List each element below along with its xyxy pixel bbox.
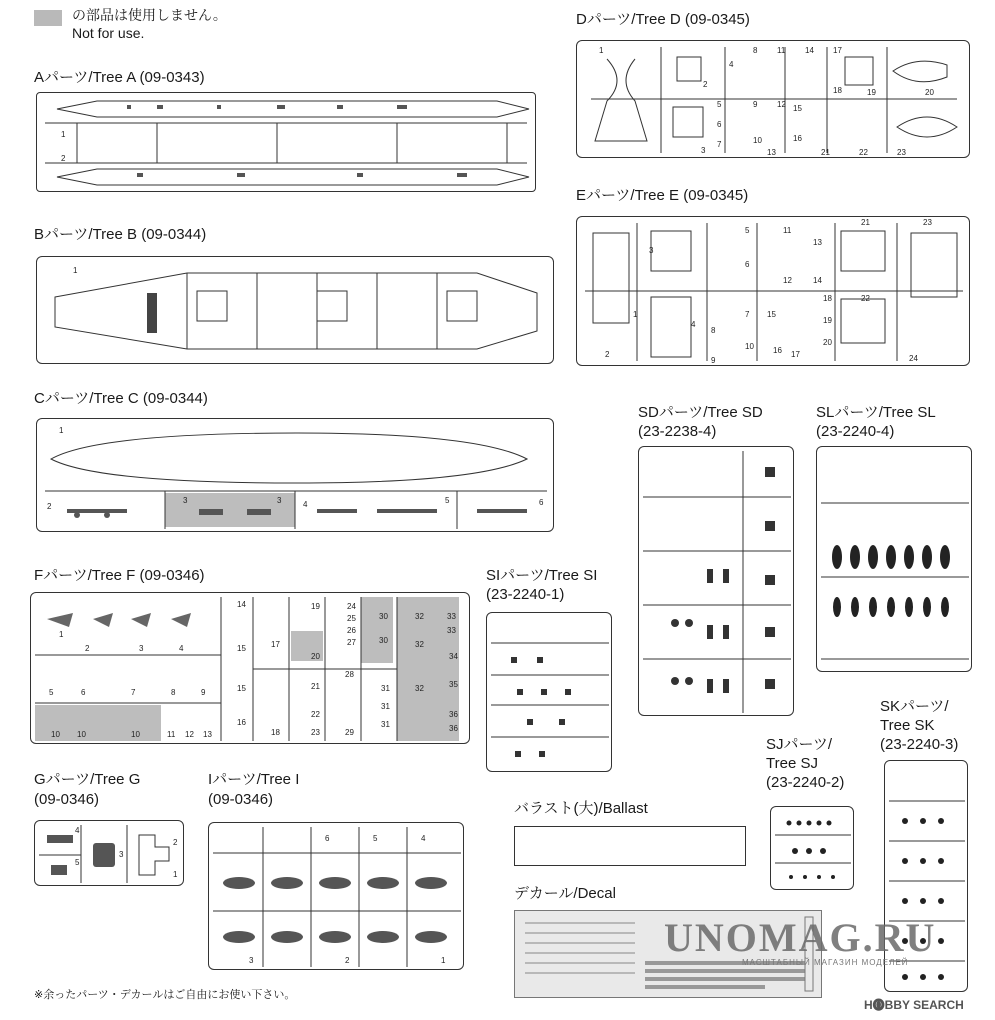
tree-d-part-22: 22 (859, 148, 868, 157)
tree-b-title: Bパーツ/Tree B (09-0344) (34, 226, 207, 243)
tree-g-title-2: (09-0346) (34, 791, 100, 808)
tree-f-part-10c: 10 (131, 730, 140, 739)
tree-i-title-1: Iパーツ/Tree I (208, 771, 300, 788)
tree-d-part-19: 19 (867, 88, 876, 97)
tree-f-part-18: 18 (271, 728, 280, 737)
tree-f-part-19: 19 (311, 602, 320, 611)
tree-c-part-3b: 3 (277, 496, 282, 505)
tree-c-title: Cパーツ/Tree C (09-0344) (34, 390, 208, 407)
legend-en: Not for use. (72, 25, 145, 41)
tree-e-part-7: 7 (745, 310, 750, 319)
tree-f-title: Fパーツ/Tree F (09-0346) (34, 567, 205, 584)
tree-c-part-5: 5 (445, 496, 450, 505)
tree-i-parts (209, 823, 465, 971)
tree-e-title: Eパーツ/Tree E (09-0345) (576, 187, 749, 204)
tree-f-part-8: 8 (171, 688, 176, 697)
tree-e-part-15: 15 (767, 310, 776, 319)
tree-sj-title-2: Tree SJ (766, 755, 818, 772)
tree-d-parts (577, 41, 971, 159)
ballast-box (514, 826, 746, 866)
tree-f-part-30b: 30 (379, 636, 388, 645)
tree-g-parts (35, 821, 185, 887)
tree-d-part-5: 5 (717, 100, 722, 109)
tree-f-part-33b: 33 (447, 626, 456, 635)
tree-f-part-32a: 32 (415, 612, 424, 621)
not-for-use-swatch (34, 10, 62, 26)
tree-c-part-6: 6 (539, 498, 544, 507)
watermark-main: UNOMAG.RU (664, 915, 937, 960)
tree-f-part-33a: 33 (447, 612, 456, 621)
tree-d-part-20: 20 (925, 88, 934, 97)
tree-f-part-30a: 30 (379, 612, 388, 621)
tree-f-part-31c: 31 (381, 720, 390, 729)
tree-f-part-20: 20 (311, 652, 320, 661)
tree-g-title-1: Gパーツ/Tree G (34, 771, 141, 788)
tree-g-part-3: 3 (119, 850, 124, 859)
tree-sl-parts (817, 447, 973, 673)
tree-d-part-17: 17 (833, 46, 842, 55)
tree-e-part-22: 22 (861, 294, 870, 303)
tree-f-part-15a: 15 (237, 644, 246, 653)
tree-e-part-6: 6 (745, 260, 750, 269)
tree-f-part-25: 25 (347, 614, 356, 623)
tree-e-part-2: 2 (605, 350, 610, 359)
tree-sj-frame (770, 806, 854, 890)
tree-c-part-2: 2 (47, 502, 52, 511)
tree-d-part-13: 13 (767, 148, 776, 157)
tree-e-part-17: 17 (791, 350, 800, 359)
tree-f-part-28: 28 (345, 670, 354, 679)
tree-sl-frame (816, 446, 972, 672)
tree-b-parts (37, 257, 555, 365)
tree-f-part-22: 22 (311, 710, 320, 719)
tree-e-part-5: 5 (745, 226, 750, 235)
tree-a-part-1: 1 (61, 130, 66, 139)
tree-d-frame (576, 40, 970, 158)
tree-e-part-23: 23 (923, 218, 932, 227)
tree-f-part-27: 27 (347, 638, 356, 647)
tree-f-part-2: 2 (85, 644, 90, 653)
tree-d-part-21: 21 (821, 148, 830, 157)
tree-sk-title-2: Tree SK (880, 717, 935, 734)
tree-d-part-8: 8 (753, 46, 758, 55)
tree-f-part-29: 29 (345, 728, 354, 737)
tree-e-part-9: 9 (711, 356, 716, 365)
tree-f-part-26: 26 (347, 626, 356, 635)
tree-d-part-16: 16 (793, 134, 802, 143)
decal-title: デカール/Decal (514, 885, 616, 902)
tree-f-part-6: 6 (81, 688, 86, 697)
footnote: ※余ったパーツ・デカールはご自由にお使い下さい。 (34, 989, 296, 1001)
tree-f-part-4: 4 (179, 644, 184, 653)
tree-si-title-1: SIパーツ/Tree SI (486, 567, 598, 584)
tree-d-part-10: 10 (753, 136, 762, 145)
tree-sd-title-2: (23-2238-4) (638, 423, 717, 440)
tree-e-part-14: 14 (813, 276, 822, 285)
tree-f-part-16: 16 (237, 718, 246, 727)
tree-e-part-16: 16 (773, 346, 782, 355)
tree-d-part-14: 14 (805, 46, 814, 55)
tree-i-part-6: 6 (325, 834, 330, 843)
tree-g-part-5: 5 (75, 858, 80, 867)
tree-i-part-3: 3 (249, 956, 254, 965)
tree-f-part-36b: 36 (449, 724, 458, 733)
tree-g-part-2: 2 (173, 838, 178, 847)
tree-e-part-13: 13 (813, 238, 822, 247)
tree-e-part-21: 21 (861, 218, 870, 227)
tree-sl-title-1: SLパーツ/Tree SL (816, 404, 936, 421)
tree-f-part-34: 34 (449, 652, 458, 661)
tree-f-part-31b: 31 (381, 702, 390, 711)
tree-c-part-3a: 3 (183, 496, 188, 505)
tree-g-frame (34, 820, 184, 886)
tree-e-part-12: 12 (783, 276, 792, 285)
tree-d-part-9: 9 (753, 100, 758, 109)
tree-f-part-21: 21 (311, 682, 320, 691)
tree-i-part-2: 2 (345, 956, 350, 965)
tree-f-part-12: 12 (185, 730, 194, 739)
tree-b-part-1: 1 (73, 266, 78, 275)
tree-d-part-1: 1 (599, 46, 604, 55)
tree-f-parts (31, 593, 471, 745)
tree-g-part-4: 4 (75, 826, 80, 835)
tree-e-part-24: 24 (909, 354, 918, 363)
tree-c-frame (36, 418, 554, 532)
tree-f-part-10a: 10 (51, 730, 60, 739)
tree-i-part-1: 1 (441, 956, 446, 965)
tree-e-part-19: 19 (823, 316, 832, 325)
tree-d-part-11: 11 (777, 46, 786, 55)
tree-d-part-18: 18 (833, 86, 842, 95)
tree-sd-parts (639, 447, 795, 717)
tree-f-part-24: 24 (347, 602, 356, 611)
tree-i-title-2: (09-0346) (208, 791, 274, 808)
tree-e-part-8: 8 (711, 326, 716, 335)
tree-sd-frame (638, 446, 794, 716)
tree-f-part-13: 13 (203, 730, 212, 739)
tree-d-part-12: 12 (777, 100, 786, 109)
watermark-sub: МАСШТАБНЫЙ МАГАЗИН МОДЕЛЕЙ (742, 958, 909, 967)
tree-a-frame (36, 92, 536, 192)
tree-d-part-3: 3 (701, 146, 706, 155)
tree-c-parts (37, 419, 555, 533)
tree-g-part-1: 1 (173, 870, 178, 879)
tree-e-frame (576, 216, 970, 366)
tree-f-part-7: 7 (131, 688, 136, 697)
tree-f-part-32b: 32 (415, 640, 424, 649)
tree-f-part-32c: 32 (415, 684, 424, 693)
tree-e-part-20: 20 (823, 338, 832, 347)
tree-a-title: Aパーツ/Tree A (09-0343) (34, 69, 205, 86)
tree-sj-parts (771, 807, 855, 891)
tree-i-frame (208, 822, 464, 970)
tree-sk-title-1: SKパーツ/ (880, 698, 949, 715)
tree-sd-title-1: SDパーツ/Tree SD (638, 404, 763, 421)
tree-e-part-11: 11 (783, 226, 792, 235)
tree-c-part-4: 4 (303, 500, 308, 509)
hobbysearch-logo: H🅞BBY SEARCH (864, 998, 964, 1012)
tree-f-part-3: 3 (139, 644, 144, 653)
tree-f-part-5: 5 (49, 688, 54, 697)
tree-f-part-31a: 31 (381, 684, 390, 693)
tree-f-part-36a: 36 (449, 710, 458, 719)
tree-si-title-2: (23-2240-1) (486, 586, 565, 603)
tree-e-part-18: 18 (823, 294, 832, 303)
tree-e-part-10: 10 (745, 342, 754, 351)
tree-a-parts (37, 93, 537, 193)
tree-f-part-14: 14 (237, 600, 246, 609)
tree-e-part-1: 1 (633, 310, 638, 319)
ballast-title: バラスト(大)/Ballast (514, 800, 648, 817)
tree-sl-title-2: (23-2240-4) (816, 423, 895, 440)
tree-b-frame (36, 256, 554, 364)
tree-i-part-5: 5 (373, 834, 378, 843)
tree-f-part-11: 11 (167, 730, 176, 739)
tree-d-part-2: 2 (703, 80, 708, 89)
tree-f-part-1: 1 (59, 630, 64, 639)
tree-a-part-2: 2 (61, 154, 66, 163)
tree-f-part-9: 9 (201, 688, 206, 697)
legend-jp: の部品は使用しません。 (72, 7, 227, 23)
tree-f-part-35: 35 (449, 680, 458, 689)
tree-e-part-3: 3 (649, 246, 654, 255)
tree-f-part-23: 23 (311, 728, 320, 737)
tree-f-frame (30, 592, 470, 744)
tree-d-part-15: 15 (793, 104, 802, 113)
tree-d-part-7: 7 (717, 140, 722, 149)
tree-sk-title-3: (23-2240-3) (880, 736, 959, 753)
tree-e-part-4: 4 (691, 320, 696, 329)
tree-d-part-23: 23 (897, 148, 906, 157)
tree-f-part-10b: 10 (77, 730, 86, 739)
tree-d-part-4: 4 (729, 60, 734, 69)
tree-c-part-1: 1 (59, 426, 64, 435)
tree-d-title: Dパーツ/Tree D (09-0345) (576, 11, 750, 28)
tree-d-part-6: 6 (717, 120, 722, 129)
tree-e-parts (577, 217, 971, 367)
tree-sj-title-1: SJパーツ/ (766, 736, 833, 753)
tree-f-part-17: 17 (271, 640, 280, 649)
tree-si-parts (487, 613, 613, 773)
tree-sj-title-3: (23-2240-2) (766, 774, 845, 791)
tree-i-part-4: 4 (421, 834, 426, 843)
tree-si-frame (486, 612, 612, 772)
tree-f-part-15b: 15 (237, 684, 246, 693)
